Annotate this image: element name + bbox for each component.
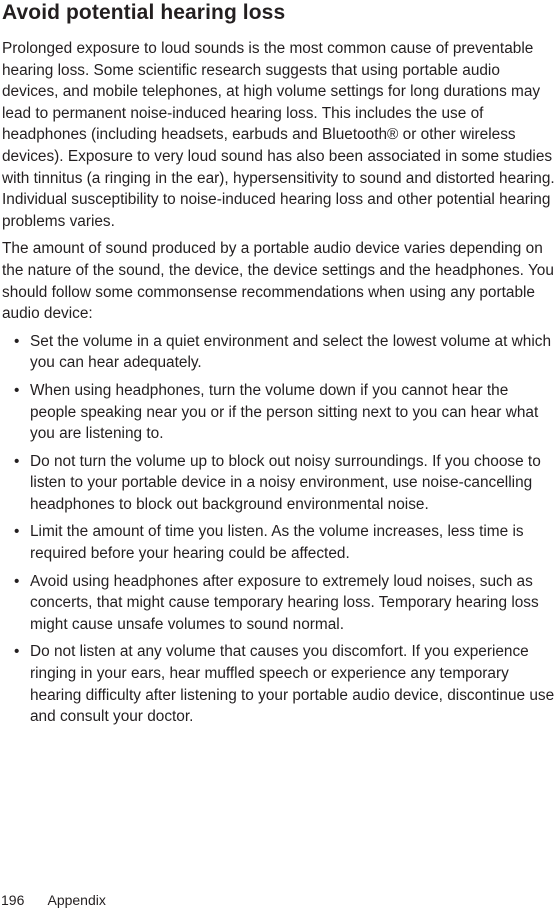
intro-paragraph: Prolonged exposure to loud sounds is the most common cause of preventable hearing loss. Some scientific research suggests that using portable audio devices, and mobile telephones, at high volume settings for long durations may lead to permanent noise-induced hearing loss. This includes the use of headphones (including headsets, earbuds and Bluetooth® or other wireless devices). Exposure to very loud sound has also been associated in some studies with tinnitus (a ringing in the ear), hypersensitivity to sound and distorted hearing. Individual susceptibility to noise-induced hearing loss and other potential hearing problems varies. — [2, 40, 555, 230]
page-footer — [1, 891, 106, 909]
section-body — [2, 38, 558, 734]
list-item-text: Do not turn the volume up to block out noisy surroundings. If you choose to listen to your portable device in a noisy environment, use noise-cancelling headphones to block out background environmental noise. — [30, 452, 541, 513]
list-item-text: Avoid using headphones after exposure to extremely loud noises, such as concerts, that might cause temporary hearing loss. Temporary hearing loss might cause unsafe volumes to sound normal. — [30, 572, 539, 633]
recommendations-list — [2, 331, 558, 728]
list-item — [2, 641, 558, 727]
list-item — [2, 380, 558, 445]
bullet-icon: • — [14, 572, 20, 590]
list-item-text: When using headphones, turn the volume down if you cannot hear the people speaking near you or if the person sitting next to you can hear what you are listening to. — [30, 381, 539, 443]
section-heading: Avoid potential hearing loss — [2, 1, 286, 24]
list-item-text: Limit the amount of time you listen. As the volume increases, less time is required before your hearing could be affected. — [30, 523, 524, 563]
recommendations-intro-paragraph: The amount of sound produced by a portable audio device varies depending on the nature of the sound, the device, the device settings and the headphones. You should follow some commonsense recommendations when using any portable audio device: — [2, 240, 554, 323]
section-name: Appendix — [47, 892, 106, 908]
bullet-icon: • — [14, 381, 20, 399]
list-item — [2, 451, 558, 516]
list-item-text: Set the volume in a quiet environment and select the lowest volume at which you can hear adequately. — [30, 332, 552, 372]
bullet-icon: • — [14, 332, 20, 350]
list-item — [2, 331, 558, 374]
list-item-text: Do not listen at any volume that causes you discomfort. If you experience ringing in your ears, hear muffled speech or experience any temporary hearing difficulty after listening to your portable audio device, discontinue use and consult your doctor. — [30, 643, 555, 726]
bullet-icon: • — [14, 643, 20, 661]
list-item — [2, 521, 558, 564]
bullet-icon: • — [14, 452, 20, 470]
page-number: 196 — [1, 892, 25, 908]
bullet-icon: • — [14, 523, 20, 541]
list-item — [2, 571, 558, 636]
